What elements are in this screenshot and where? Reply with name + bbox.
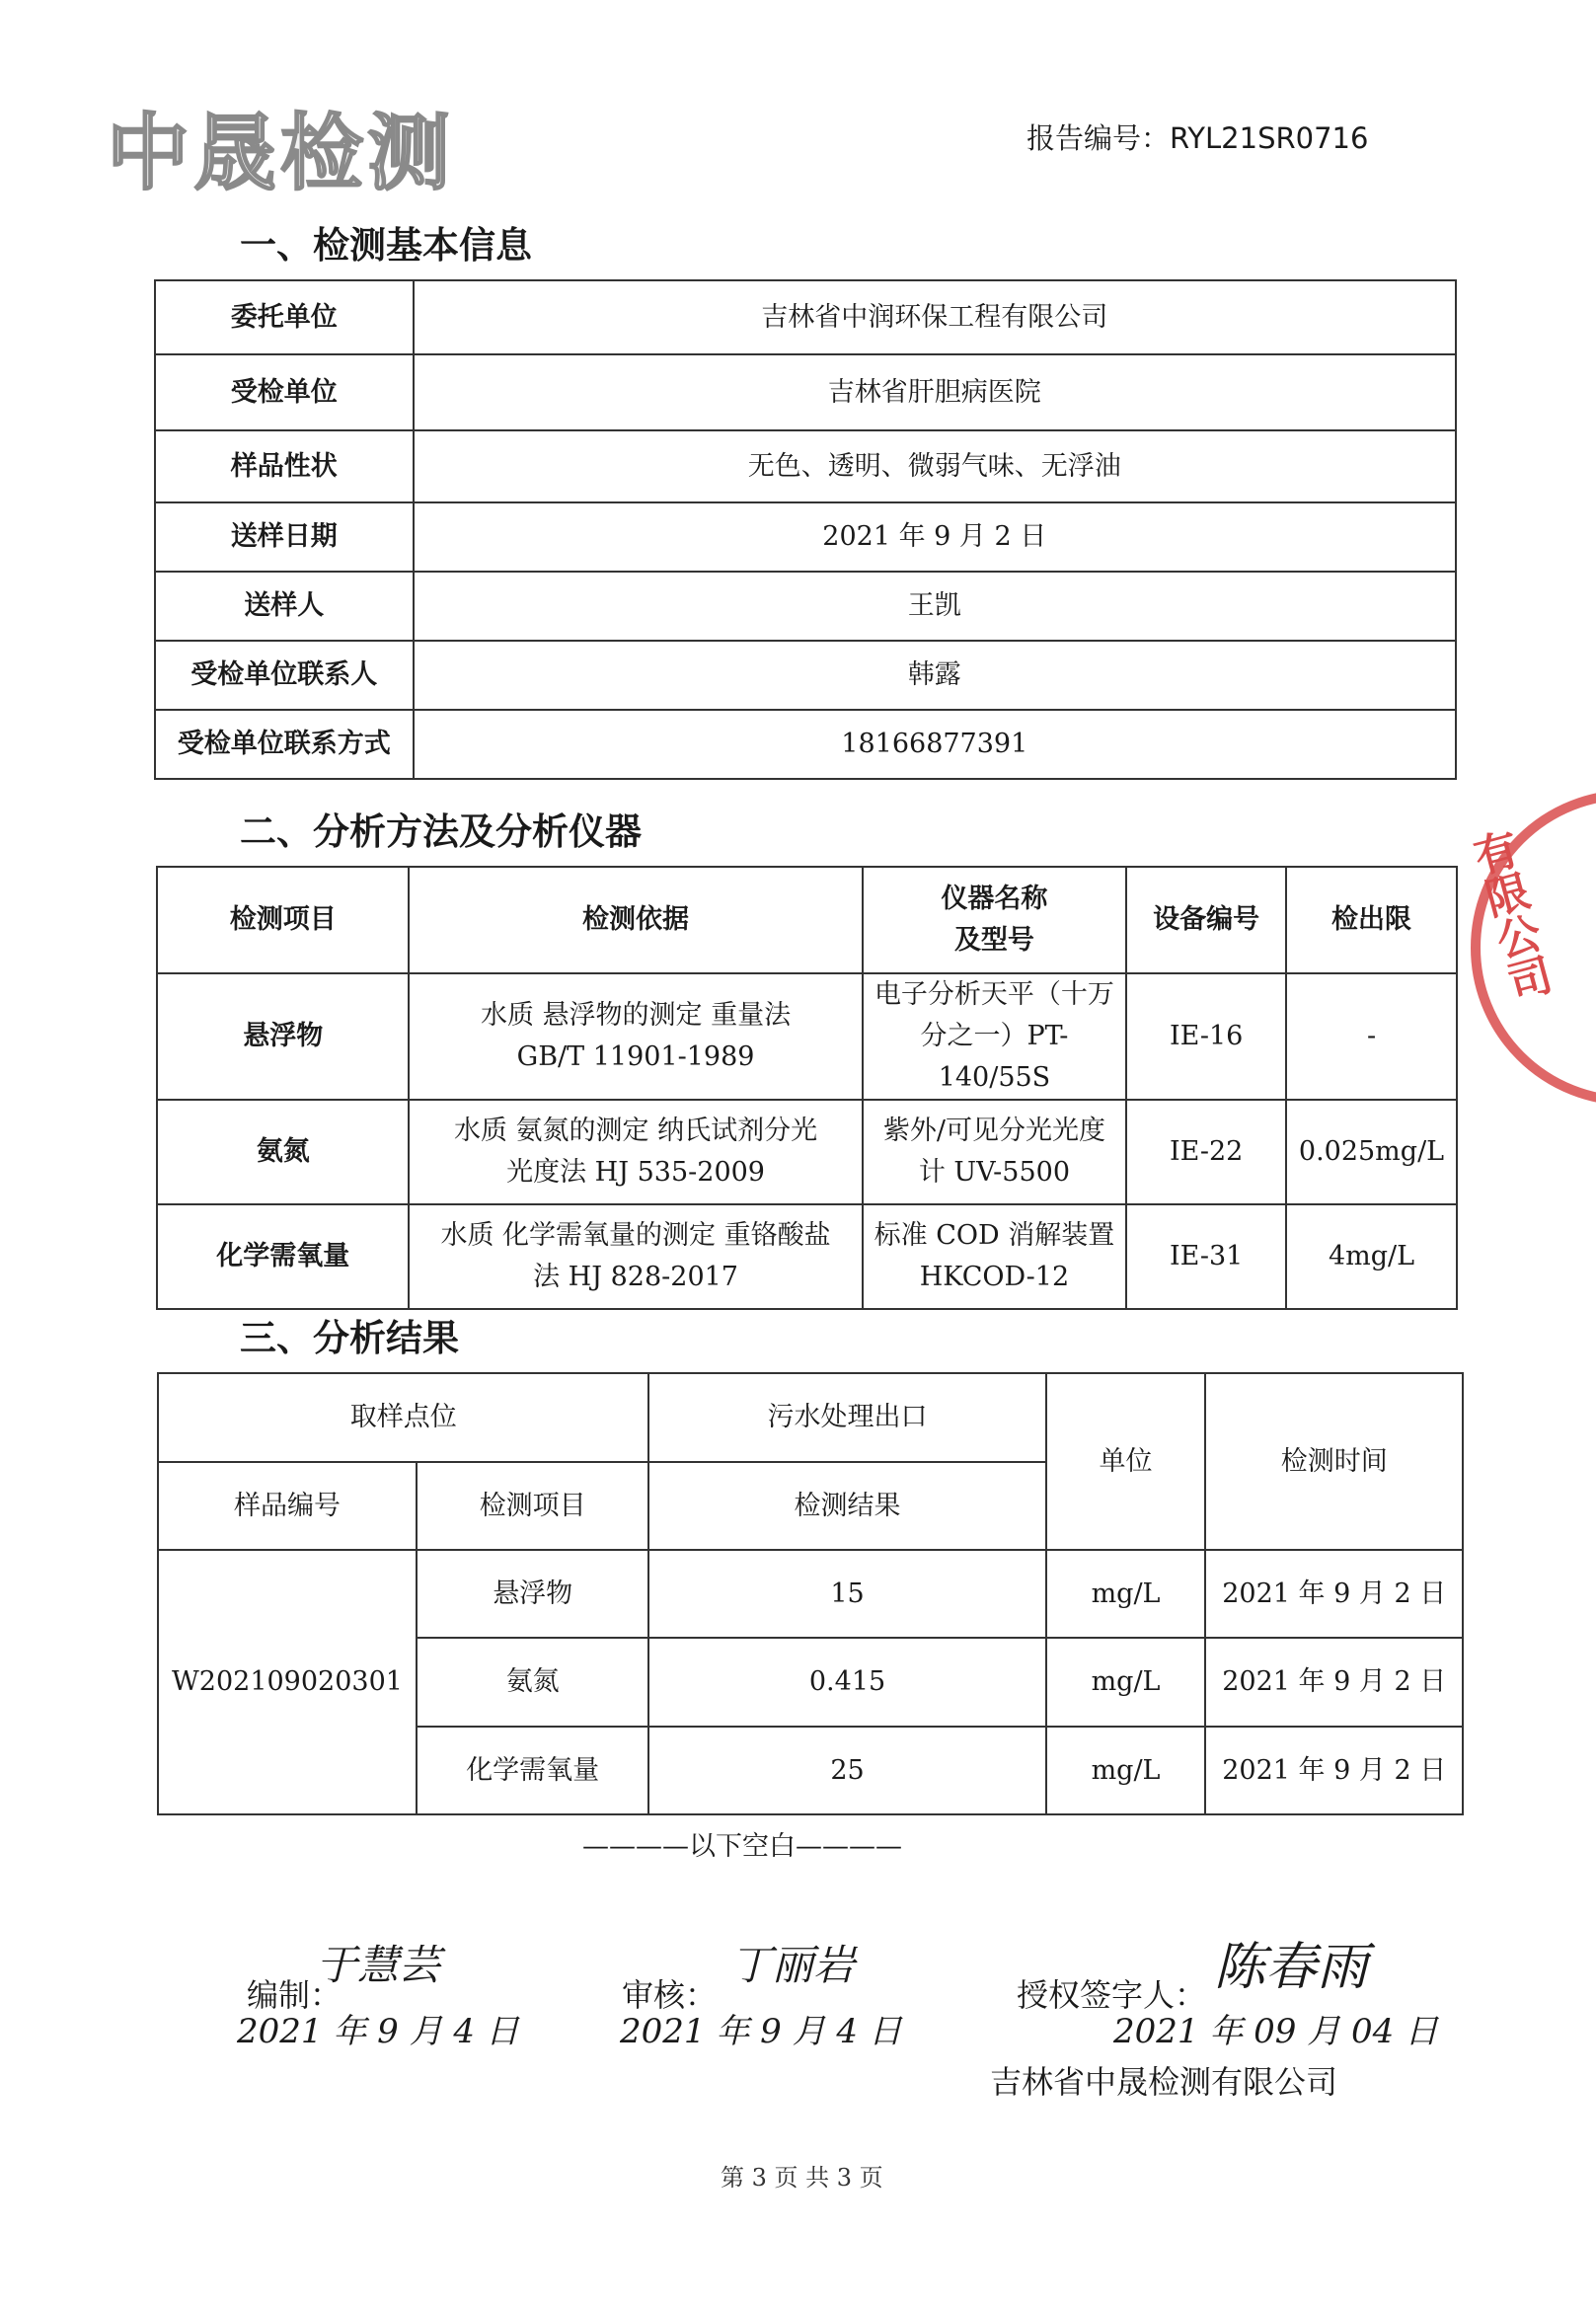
compiler-signature: 于慧芸: [316, 1941, 441, 1989]
table-row: [157, 973, 1457, 1100]
row-value: 18166877391: [414, 710, 1456, 779]
table-header-row: [158, 1373, 1463, 1462]
reviewer-label: 审核：: [622, 1976, 718, 2014]
header-item: 检测项目: [417, 1462, 648, 1550]
cell-equip-no: IE-16: [1126, 973, 1286, 1100]
instrument-line2: 计 UV-5500: [918, 1157, 1071, 1188]
row-label: 受检单位: [155, 354, 414, 430]
cell-result: 0.415: [648, 1638, 1045, 1727]
table-row: [157, 1100, 1457, 1204]
cell-unit: mg/L: [1046, 1727, 1206, 1814]
table-row: [158, 1550, 1463, 1638]
instrument-line1: 紫外/可见分光光度: [882, 1116, 1105, 1146]
basis-line2: 光度法 HJ 535-2009: [506, 1157, 765, 1188]
cell-limit: 0.025mg/L: [1286, 1100, 1457, 1204]
instrument-line2: HKCOD-12: [919, 1262, 1070, 1292]
cell-sample-no: W202109020301: [158, 1550, 417, 1814]
blank-note: ————以下空白————: [582, 1831, 902, 1862]
cell-time: 2021 年 9 月 2 日: [1205, 1638, 1463, 1727]
row-label: 送样日期: [155, 502, 414, 572]
reviewer-date: 2021 年 9 月 4 日: [620, 2012, 902, 2051]
cell-time: 2021 年 9 月 2 日: [1205, 1550, 1463, 1638]
section-2-title: 二、分析方法及分析仪器: [240, 810, 642, 853]
cell-time: 2021 年 9 月 2 日: [1205, 1727, 1463, 1814]
report-number-value: RYL21SR0716: [1170, 121, 1369, 155]
row-label: 送样人: [155, 572, 414, 641]
instrument-line1: 标准 COD 消解装置: [874, 1220, 1115, 1251]
report-number: [1026, 116, 1368, 157]
row-label: 受检单位联系方式: [155, 710, 414, 779]
cell-instrument: [863, 1204, 1127, 1309]
section-3-title: 三、分析结果: [240, 1317, 459, 1359]
cell-item: 化学需氧量: [417, 1727, 648, 1814]
row-label: 受检单位联系人: [155, 641, 414, 710]
basis-line1: 水质 氨氮的测定 纳氏试剂分光: [453, 1116, 818, 1146]
row-label: 样品性状: [155, 430, 414, 502]
cell-limit: 4mg/L: [1286, 1204, 1457, 1309]
stamp-text: 有限公司: [1462, 825, 1556, 1007]
compiler-date: 2021 年 9 月 4 日: [237, 2012, 519, 2051]
table-header-row: [157, 867, 1457, 973]
cell-instrument: [863, 973, 1127, 1100]
sampling-point-value: 污水处理出口: [648, 1373, 1045, 1462]
cell-item: 悬浮物: [157, 973, 409, 1100]
header-instrument-line1: 仪器名称: [941, 884, 1048, 914]
authorizer-date: 2021 年 09 月 04 日: [1113, 2012, 1439, 2051]
basis-line2: GB/T 11901-1989: [516, 1041, 755, 1072]
instrument-line1: 电子分析天平（十万: [874, 979, 1114, 1010]
cell-unit: mg/L: [1046, 1550, 1206, 1638]
row-value: 王凯: [414, 572, 1456, 641]
cell-instrument: [863, 1100, 1127, 1204]
results-table: [157, 1372, 1464, 1815]
header-instrument: [863, 867, 1127, 973]
header-sampling-point: 取样点位: [158, 1373, 648, 1462]
company-name: 吉林省中晟检测有限公司: [990, 2063, 1338, 2101]
header-unit: 单位: [1046, 1373, 1206, 1550]
header-time: 检测时间: [1205, 1373, 1463, 1550]
method-table: [156, 866, 1458, 1310]
table-row: [155, 502, 1456, 572]
table-row: [155, 280, 1456, 354]
header-instrument-line2: 及型号: [953, 925, 1034, 956]
header-equip-no: 设备编号: [1126, 867, 1286, 973]
cell-unit: mg/L: [1046, 1638, 1206, 1727]
header-sample-no: 样品编号: [158, 1462, 417, 1550]
reviewer-signature: 丁丽岩: [730, 1941, 856, 1989]
cell-result: 15: [648, 1550, 1045, 1638]
table-row: [155, 354, 1456, 430]
table-row: [155, 572, 1456, 641]
cell-basis: [409, 1100, 862, 1204]
authorizer-signature: 陈春雨: [1214, 1938, 1369, 1997]
table-row: [157, 1204, 1457, 1309]
header-basis: 检测依据: [409, 867, 862, 973]
cell-result: 25: [648, 1727, 1045, 1814]
row-value: 吉林省肝胆病医院: [414, 354, 1456, 430]
cell-item: 悬浮物: [417, 1550, 648, 1638]
row-value: 无色、透明、微弱气味、无浮油: [414, 430, 1456, 502]
header-limit: 检出限: [1286, 867, 1457, 973]
cell-item: 氨氮: [417, 1638, 648, 1727]
row-value: 韩露: [414, 641, 1456, 710]
instrument-line2: 分之一）PT-140/55S: [920, 1021, 1069, 1093]
row-value: 吉林省中润环保工程有限公司: [414, 280, 1456, 354]
cell-basis: [409, 973, 862, 1100]
company-logo: 中晟检测: [107, 105, 455, 201]
authorizer-label: 授权签字人：: [1017, 1976, 1207, 2014]
header-item: 检测项目: [157, 867, 409, 973]
cell-basis: [409, 1204, 862, 1309]
row-label: 委托单位: [155, 280, 414, 354]
basis-line1: 水质 悬浮物的测定 重量法: [480, 1000, 792, 1031]
basic-info-table: [154, 279, 1457, 780]
table-row: [155, 710, 1456, 779]
cell-limit: -: [1286, 973, 1457, 1100]
report-number-label: 报告编号：: [1026, 121, 1171, 155]
basis-line1: 水质 化学需氧量的测定 重铬酸盐: [440, 1220, 831, 1251]
page-number: 第 3 页 共 3 页: [721, 2164, 883, 2192]
cell-equip-no: IE-22: [1126, 1100, 1286, 1204]
table-row: [155, 430, 1456, 502]
cell-item: 氨氮: [157, 1100, 409, 1204]
row-value: 2021 年 9 月 2 日: [414, 502, 1456, 572]
cell-equip-no: IE-31: [1126, 1204, 1286, 1309]
section-1-title: 一、检测基本信息: [240, 224, 532, 267]
basis-line2: 法 HJ 828-2017: [533, 1262, 738, 1292]
table-row: [155, 641, 1456, 710]
compiler-label: 编制：: [247, 1976, 342, 2014]
cell-item: 化学需氧量: [157, 1204, 409, 1309]
header-result: 检测结果: [648, 1462, 1045, 1550]
